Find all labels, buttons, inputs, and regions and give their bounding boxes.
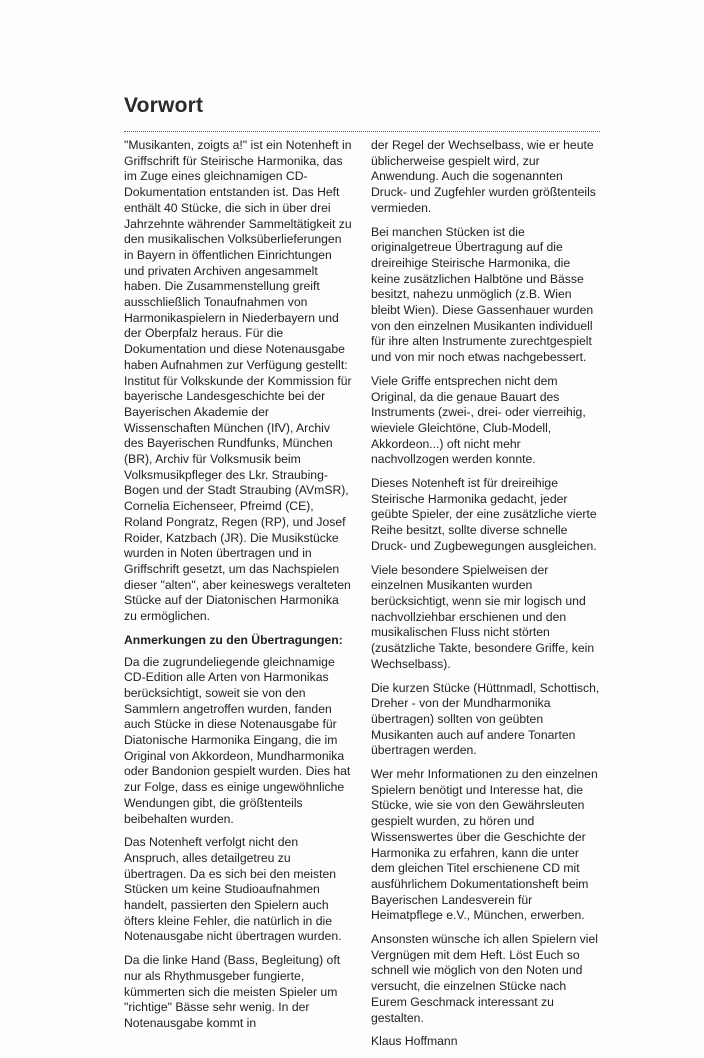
paragraph-fingering: Viele Griffe entsprechen nicht dem Original, da die genaue Bauart des Instruments (zwei-, drei- oder vierreihig, wieviele Gleichtöne, Club-Modell, Akkordeon...) oft nicht mehr nachvollzogen werden konnte. <box>371 373 586 467</box>
section-heading: Anmerkungen zu den Übertragungen: <box>124 632 343 647</box>
paragraph-edition: Da die zugrundeliegende gleichnamige CD-Edition alle Arten von Harmonikas berücksichtigt, soweit sie von den Sammlern angetroffen wurden, fanden auch Stücke in diese Notenausgabe für Diatonische Harmonika Eingang, die im Original von Akkordeon, Mundharmonika oder Bandonion gespielt wurden. Dies hat zur Folge, dass es einige ungewöhnliche Wendungen gibt, die größtenteils beibehalten wurden. <box>124 654 351 826</box>
left-column <box>124 138 352 1040</box>
page-title: Vorwort <box>124 94 204 117</box>
dotted-divider <box>124 131 600 132</box>
right-column <box>371 138 601 1058</box>
paragraph-intro: "Musikanten, zoigts a!" ist ein Notenheft in Griffschrift für Steirische Harmonika, das im Zuge eines gleichnamigen CD-Dokumentation entstanden ist. Das Heft enthält 40 Stücke, die sich in über drei Jahrzehnte währender Sammeltätigkeit zu den musikalischen Volksüberlieferungen in Bayern in öffentlichen Einrichtungen und privaten Archiven angesammelt haben. Die Zusammenstellung greift ausschließlich Tonaufnahmen von Harmonikaspielern in Niederbayern und der Oberpfalz heraus. Für die Dokumentation und diese Notenausgabe haben Aufnahmen zur Verfügung gestellt: Institut für Volkskunde der Kommission für bayerische Landesgeschichte bei der Bayerischen Akademie der Wissenschaften München (IfV), Archiv des Bayerischen Rundfunks, München (BR), Archiv für Volksmusik beim Volksmusikpfleger des Lkr. Straubing-Bogen und der Stadt Straubing (AVmSR), Cornelia Eichenseer, Pfreimd (CE), Roland Pongratz, Regen (RP), und Josef Roider, Katzbach (JR). Die Musikstücke wurden in Noten übertragen und in Griffschrift gesetzt, um das Nachspielen dieser "alten", aber keineswegs veralteten Stücke auf der Diatonischen Harmonika zu ermöglichen. <box>124 138 352 624</box>
paragraph-playing-styles: Viele besondere Spielweisen der einzelnen Musikanten wurden berücksichtigt, wenn sie mir logisch und nachvollziehbar erschienen und den musikalischen Fluss nicht störten (zusätzliche Takte, besondere Griffe, kein Wechselbass). <box>371 562 595 671</box>
paragraph-left-hand: Da die linke Hand (Bass, Begleitung) oft nur als Rhythmusgeber fungierte, kümmerten sich die meisten Spieler um "richtige" Bässe sehr wenig. In der Notenausgabe kommt in <box>124 953 341 1030</box>
paragraph-closing: Ansonsten wünsche ich allen Spielern viel Vergnügen mit dem Heft. Löst Euch so schnell wie möglich von den Noten und versucht, die einzelnen Stücke nach Eurem Geschmack interessant zu gestalten. <box>371 932 598 1025</box>
paragraph-three-row: Dieses Notenheft ist für dreireihige Steirische Harmonika gedacht, jeder geübte Spieler, der eine zusätzliche vierte Reihe besitzt, sollte diverse schnelle Druck- und Zugbewegungen ausgleichen. <box>371 476 597 553</box>
signature: Klaus Hoffmann <box>371 1034 458 1049</box>
paragraph-more-info: Wer mehr Informationen zu den einzelnen Spielern benötigt und Interesse hat, die Stücke, wie sie von den Gewährsleuten gespielt wurden, zu hören und Wissenswertes über die Geschichte der Harmonika zu erfahren, kann die unter dem gleichen Titel erschienene CD mit ausführlichem Dokumentationsheft beim Bayerischen Landesverein für Heimatpflege e.V., München, erwerben. <box>371 767 598 923</box>
paragraph-short-pieces: Die kurzen Stücke (Hüttnmadl, Schottisch, Dreher - von der Mundharmonika übertragen) sollten von geübten Musikanten auch auf andere Tonarten übertragen werden. <box>371 680 600 758</box>
paragraph-claim: Das Notenheft verfolgt nicht den Anspruch, alles detailgetreu zu übertragen. Da es sich bei den meisten Stücken um keine Studioaufnahmen handelt, passierten den Spielern auch öfters kleine Fehler, die natürlich in die Notenausgabe nicht übertragen wurden. <box>124 835 342 944</box>
paragraph-transcription: Bei manchen Stücken ist die originalgetreue Übertragung auf die dreireihige Steirische Harmonika, die keine zusätzlichen Halbtöne und Bässe besitzt, nahezu unmöglich (z.B. Wien bleibt Wien). Diese Gassenhauer wurden von den einzelnen Musikanten individuell für ihre alten Instrumente zurechtgespielt und von mir noch etwas nachgebessert. <box>371 224 594 365</box>
paragraph-wechselbass: der Regel der Wechselbass, wie er heute üblicherweise gespielt wird, zur Anwendung. Auch die sogenannten Druck- und Zugfehler wurden größtenteils vermieden. <box>371 138 596 215</box>
